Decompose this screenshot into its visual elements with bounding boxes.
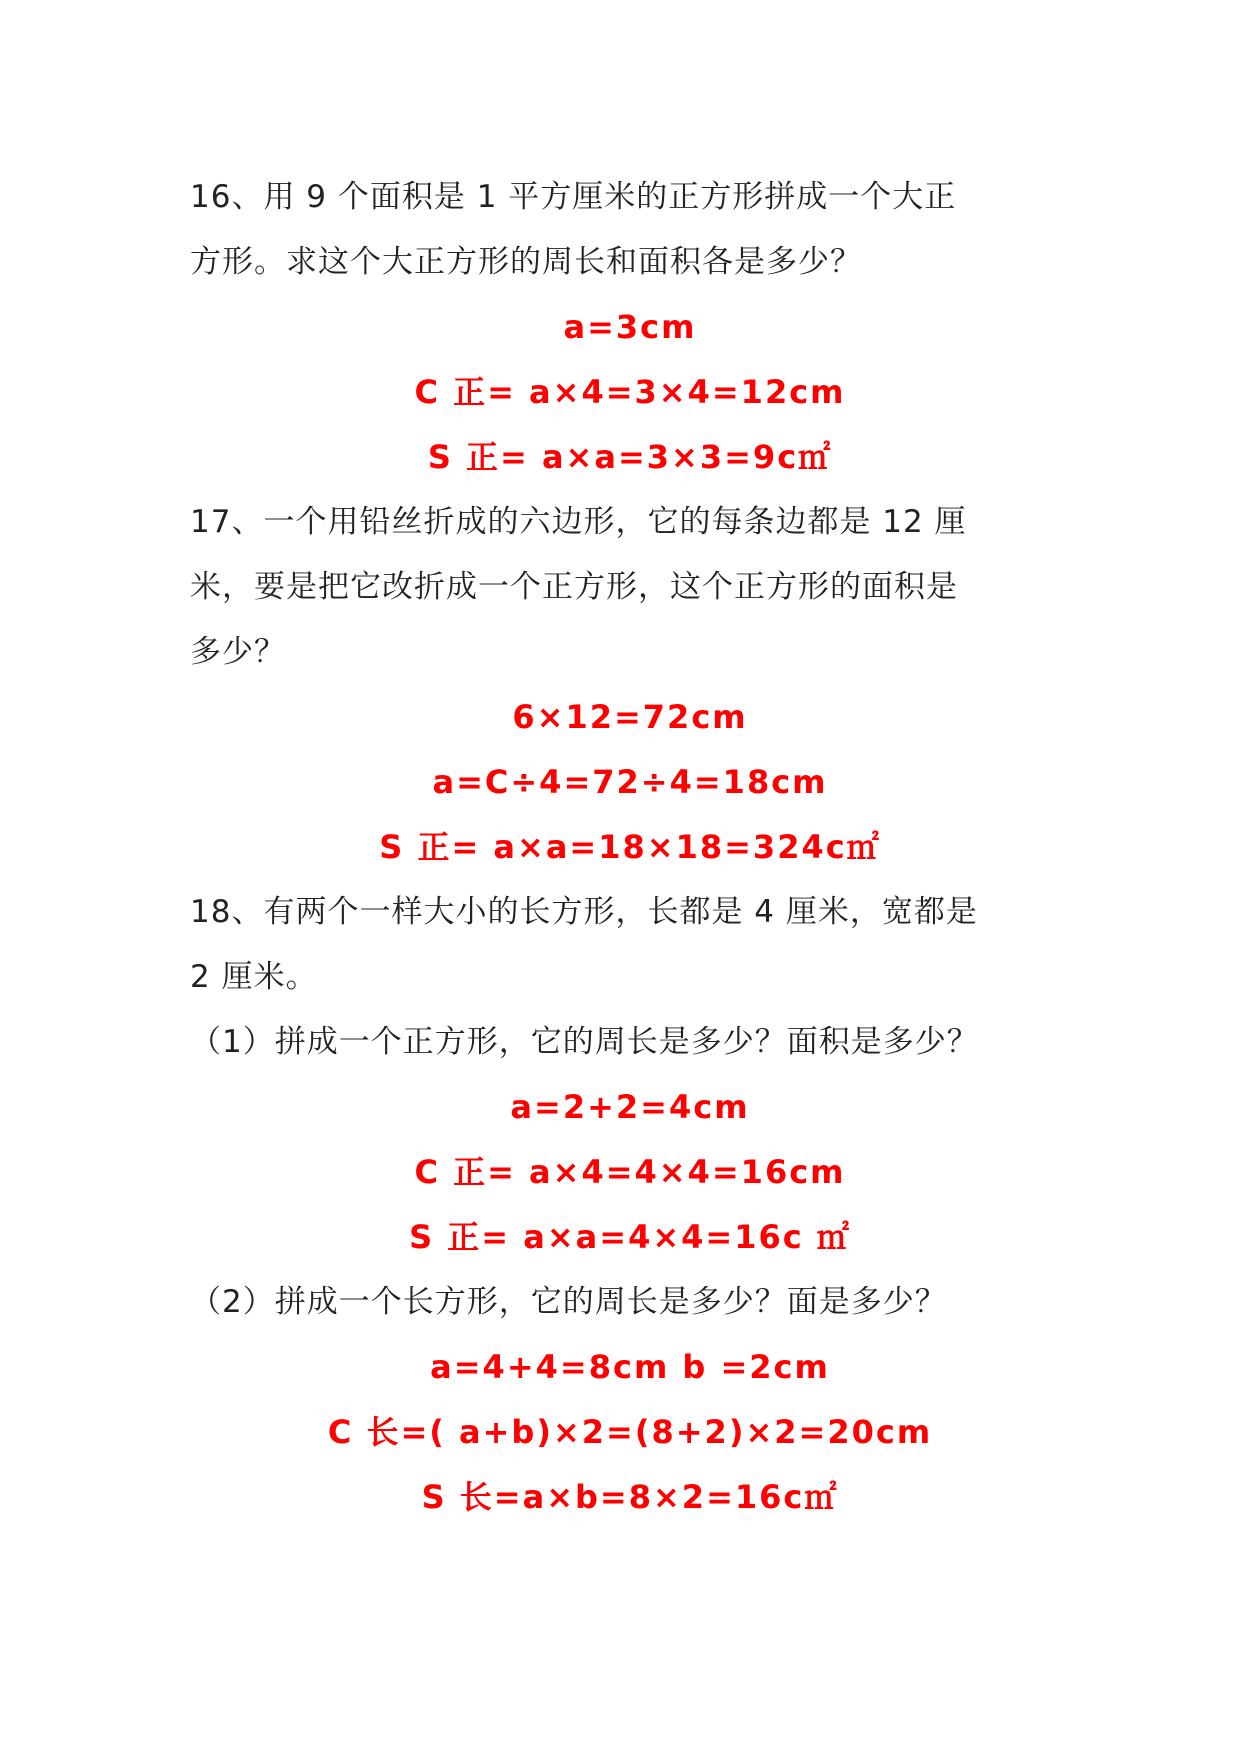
- problem-18-part-1-answer-3: S 正= a×a=4×4=16c ㎡: [409, 1218, 851, 1256]
- problem-17-question-line-2: 米，要是把它改折成一个正方形，这个正方形的面积是: [190, 569, 958, 605]
- problem-18-part-2-question: （2）拼成一个长方形，它的周长是多少？面是多少？: [190, 1284, 947, 1320]
- problem-18-part-1-answer-1: a=2+2=4cm: [510, 1088, 750, 1126]
- problem-16-answer-3: S 正= a×a=3×3=9c㎡: [427, 438, 833, 476]
- problem-18-part-1-answer-2: C 正= a×4=4×4=16cm: [414, 1153, 846, 1191]
- problem-17-answer-1: 6×12=72cm: [512, 698, 748, 736]
- problem-18-part-2-answer-1: a=4+4=8cm b =2cm: [430, 1348, 830, 1386]
- problem-16-question-line-2: 方形。求这个大正方形的周长和面积各是多少？: [190, 244, 862, 280]
- problem-17-question-line-1: 17、一个用铅丝折成的六边形，它的每条边都是 12 厘: [190, 504, 967, 540]
- problem-16-question-line-1: 16、用 9 个面积是 1 平方厘米的正方形拼成一个大正: [190, 179, 957, 215]
- problem-18-part-1-question: （1）拼成一个正方形，它的周长是多少？面积是多少？: [190, 1024, 979, 1060]
- problem-16-answer-2: C 正= a×4=3×4=12cm: [414, 373, 846, 411]
- problem-18-part-2-answer-2: C 长=( a+b)×2=(8+2)×2=20cm: [327, 1413, 933, 1451]
- problem-17-question-line-3: 多少？: [190, 634, 286, 670]
- problem-18-question-line-1: 18、有两个一样大小的长方形，长都是 4 厘米，宽都是: [190, 894, 978, 930]
- document-content: [190, 165, 1070, 1530]
- problem-18-part-2-answer-3: S 长=a×b=8×2=16c㎡: [421, 1478, 839, 1516]
- problem-17-answer-3: S 正= a×a=18×18=324c㎡: [379, 828, 881, 866]
- problem-17-answer-2: a=C÷4=72÷4=18cm: [432, 763, 828, 801]
- problem-18-question-line-2: 2 厘米。: [190, 959, 318, 995]
- problem-16-answer-1: a=3cm: [563, 308, 697, 346]
